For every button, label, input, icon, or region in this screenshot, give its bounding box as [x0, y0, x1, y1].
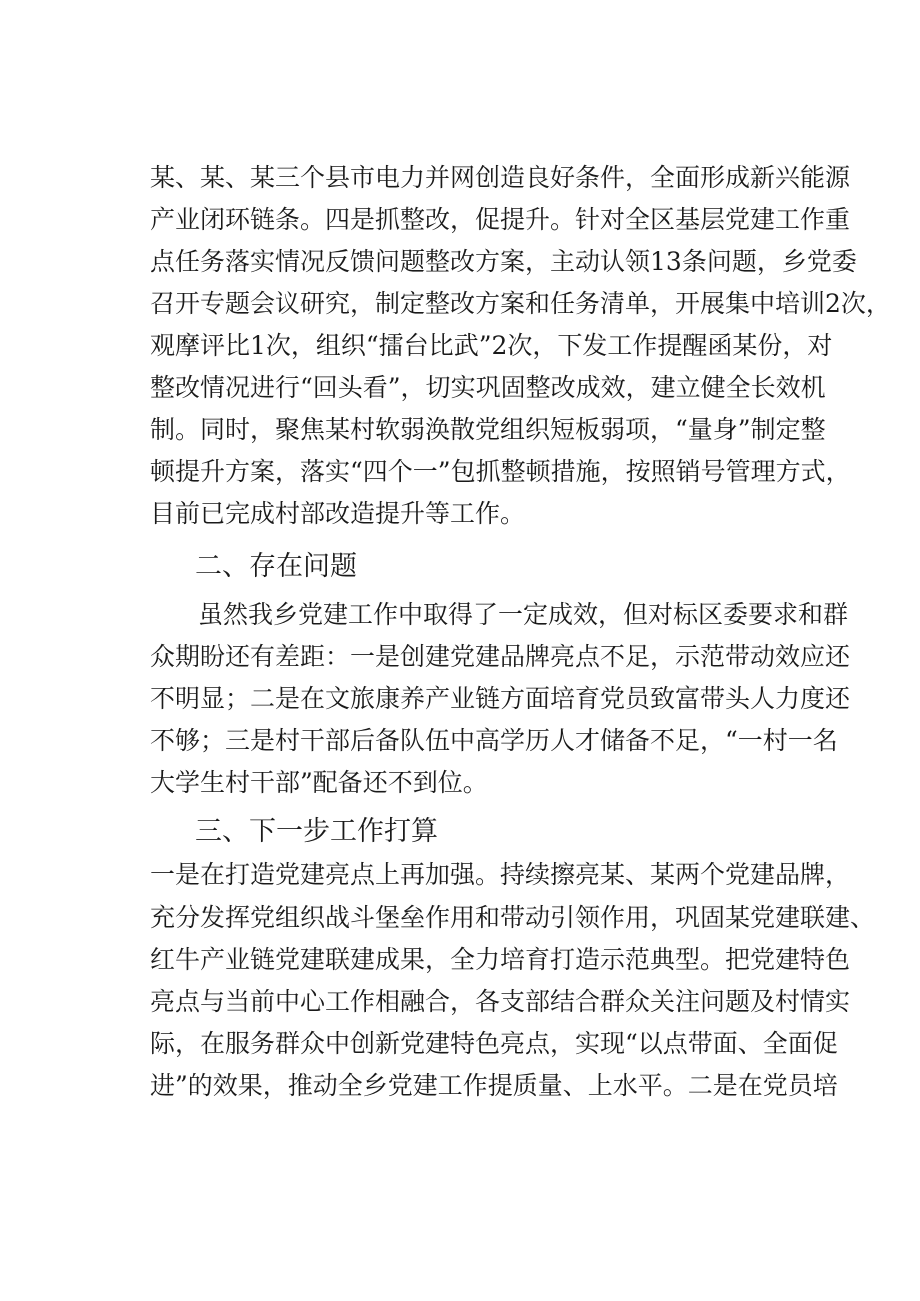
paragraph-1-line-3: 点任务落实情况反馈问题整改方案，主动认领13条问题，乡党委 [150, 247, 857, 276]
paragraph-2-line-1: 虽然我乡党建工作中取得了一定成效，但对标区委要求和群 [198, 600, 849, 629]
paragraph-1-line-8: 顿提升方案，落实“四个一”包抓整顿措施，按照销号管理方式， [150, 457, 851, 486]
paragraph-1-line-4: 召开专题会议研究，制定整改方案和任务清单，开展集中培训2次， [150, 289, 891, 318]
section-heading-next-steps: 三、下一步工作打算 [195, 816, 438, 847]
paragraph-1-line-1: 某、某、某三个县市电力并网创造良好条件，全面形成新兴能源 [150, 163, 851, 192]
section-heading-problems: 二、存在问题 [195, 551, 357, 582]
paragraph-1-line-9: 目前已完成村部改造提升等工作。 [150, 499, 526, 528]
paragraph-1-line-5: 观摩评比1次，组织“擂台比武”2次，下发工作提醒函某份，对 [150, 331, 833, 360]
paragraph-2-line-2: 众期盼还有差距：一是创建党建品牌亮点不足，示范带动效应还 [150, 642, 851, 671]
paragraph-2-line-4: 不够；三是村干部后备队伍中高学历人才储备不足，“一村一名 [150, 726, 838, 755]
paragraph-1-line-6: 整改情况进行“回头看”，切实巩固整改成效，建立健全长效机 [150, 373, 826, 402]
paragraph-1-line-7: 制。同时，聚焦某村软弱涣散党组织短板弱项，“量身”制定整 [150, 415, 826, 444]
paragraph-3-line-1: 一是在打造党建亮点上再加强。持续擦亮某、某两个党建品牌， [150, 860, 851, 889]
paragraph-2-line-5: 大学生村干部”配备还不到位。 [150, 768, 488, 797]
paragraph-3-line-5: 际，在服务群众中创新党建特色亮点，实现“以点带面、全面促 [150, 1029, 838, 1058]
paragraph-3-line-4: 亮点与当前中心工作相融合，各支部结合群众关注问题及村情实 [150, 987, 851, 1016]
paragraph-2-line-3: 不明显；二是在文旅康养产业链方面培育党员致富带头人力度还 [150, 684, 851, 713]
paragraph-1-line-2: 产业闭环链条。四是抓整改，促提升。针对全区基层党建工作重 [150, 205, 851, 234]
paragraph-3-line-3: 红牛产业链党建联建成果，全力培育打造示范典型。把党建特色 [150, 945, 851, 974]
paragraph-3-line-6: 进”的效果，推动全乡党建工作提质量、上水平。二是在党员培 [150, 1071, 838, 1100]
paragraph-3-line-2: 充分发挥党组织战斗堡垒作用和带动引领作用，巩固某党建联建、 [150, 903, 876, 932]
